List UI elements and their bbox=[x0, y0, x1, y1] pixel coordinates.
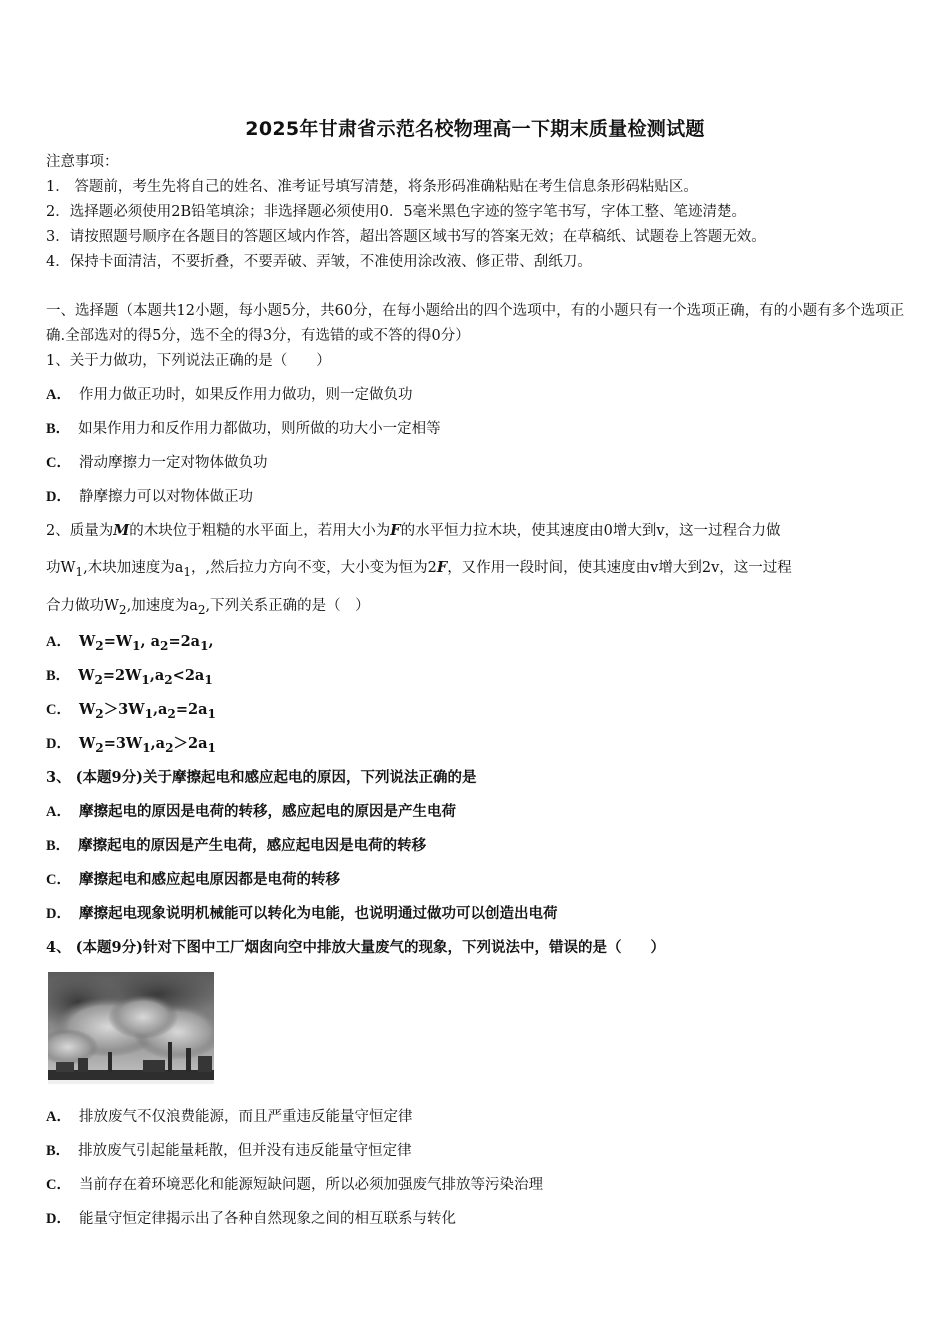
option-3b: B． 摩擦起电的原因是产生电荷，感应起电因是电荷的转移 bbox=[46, 837, 427, 854]
page-title: 2025年甘肃省示范名校物理高一下期末质量检测试题 bbox=[245, 118, 705, 140]
notice-item: 2．选择题必须使用2B铅笔填涂；非选择题必须使用0．5毫米黑色字迹的签字笔书写，字体工整、笔迹清楚。 bbox=[46, 204, 747, 220]
option-4a: A． 排放废气不仅浪费能源，而且严重违反能量守恒定律 bbox=[46, 1109, 413, 1125]
question-stem-1: 1、关于力做功，下列说法正确的是（ ） bbox=[46, 353, 331, 369]
option-1c: C． 滑动摩擦力一定对物体做负功 bbox=[46, 455, 268, 471]
option-1a: A． 作用力做正功时，如果反作用力做功，则一定做负功 bbox=[46, 387, 413, 403]
option-4c: C． 当前存在着环境恶化和能源短缺问题，所以必须加强废气排放等污染治理 bbox=[46, 1177, 543, 1193]
option-4d: D． 能量守恒定律揭示出了各种自然现象之间的相互联系与转化 bbox=[46, 1211, 456, 1227]
option-2d: D． $W_2=3W_1,a_2>2a_1$ bbox=[46, 735, 216, 755]
option-4b: B． 排放废气引起能量耗散，但并没有违反能量守恒定律 bbox=[46, 1143, 412, 1159]
question-stem-3: 3、 (本题9分)关于摩擦起电和感应起电的原因，下列说法正确的是 bbox=[46, 769, 477, 786]
notice-item: 3．请按照题号顺序在各题目的答题区域内作答，超出答题区域书写的答案无效；在草稿纸、试题卷上答题无效。 bbox=[46, 229, 766, 245]
option-2a: A． $W_2=W_1$, $a_2=2a_1$, bbox=[46, 633, 214, 653]
option-1d: D． 静摩擦力可以对物体做正功 bbox=[46, 489, 253, 505]
option-3a: A． 摩擦起电的原因是电荷的转移，感应起电的原因是产生电荷 bbox=[46, 803, 456, 820]
question-stem-2-line2: 功$W_1$,木块加速度为$a_1$，,然后拉力方向不变，大小变为恒为2F，又作用一段时间，使其速度由v增大到2v，这一过程 bbox=[46, 559, 792, 579]
question-stem-2-line1: 2、质量为M的木块位于粗糙的水平面上，若用大小为F的水平恒力拉木块，使其速度由0增大到v，这一过程合力做 bbox=[46, 522, 781, 539]
factory-smoke-icon bbox=[48, 972, 214, 1084]
question-stem-4: 4、 (本题9分)针对下图中工厂烟囱向空中排放大量废气的现象，下列说法中，错误的是（ ） bbox=[46, 939, 665, 956]
option-3c: C． 摩擦起电和感应起电原因都是电荷的转移 bbox=[46, 871, 340, 888]
option-3d: D． 摩擦起电现象说明机械能可以转化为电能，也说明通过做功可以创造出电荷 bbox=[46, 905, 558, 922]
factory-smoke-photo bbox=[48, 972, 214, 1084]
option-1b: B． 如果作用力和反作用力都做功，则所做的功大小一定相等 bbox=[46, 421, 441, 437]
section-header: 一、选择题（本题共12小题，每小题5分，共60分，在每小题给出的四个选项中，有的小题只有一个选项正确，有的小题有多个选项正确.全部选对的得5分，选不全的得3分，有选错的或不答的得0分） bbox=[46, 303, 905, 344]
notice-item: 4．保持卡面清洁，不要折叠，不要弄破、弄皱，不准使用涂改液、修正带、刮纸刀。 bbox=[46, 254, 592, 270]
notice-item: 1． 答题前，考生先将自己的姓名、准考证号填写清楚，将条形码准确粘贴在考生信息条形码粘贴区。 bbox=[46, 179, 698, 195]
question-stem-2-line3: 合力做功$W_2$,加速度为$a_2$,下列关系正确的是（ ） bbox=[46, 598, 370, 617]
option-2b: B． $W_2=2W_1,a_2<2a_1$ bbox=[46, 667, 213, 687]
notice-heading: 注意事项： bbox=[46, 154, 119, 170]
option-2c: C． $W_2>3W_1,a_2=2a_1$ bbox=[46, 701, 216, 721]
